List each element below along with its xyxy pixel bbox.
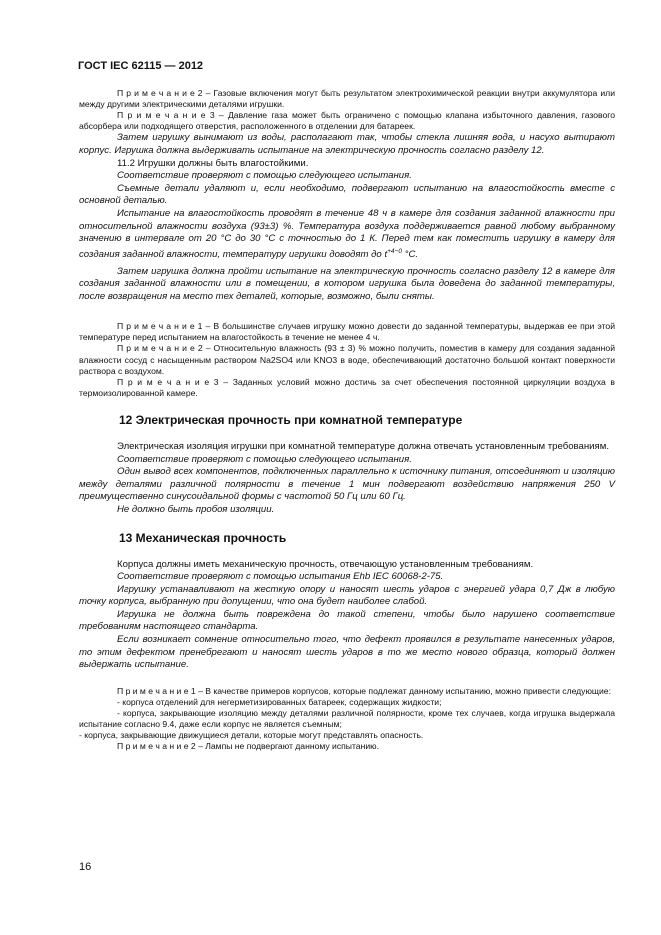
body-paragraph: Не должно быть пробоя изоляции. — [117, 503, 275, 515]
body-paragraph: Затем игрушка должна пройти испытание на электрическую прочность согласно разделу 12 в камере для создания заданной влажности или в помещении, в котором игрушка была доведена до заданной температуры, после возвращения на место тех деталей, которые, возможно, были сняты. — [79, 265, 615, 302]
body-paragraph: Один вывод всех компонентов, подключенных параллельно к источнику питания, отсоединяют и изоляцию между деталями различной полярности в течение 1 мин подвергают воздействию напряжения 250 V преимущественно синусоидальной формы с частотой 50 Гц или 60 Гц. — [79, 466, 615, 503]
section-heading: 12 Электрическая прочность при комнатной температуре — [119, 412, 463, 427]
temperature-sub: −0 — [394, 247, 402, 255]
note-paragraph: П р и м е ч а н и е 3 – Давление газа может быть ограничено с помощью клапана избыточного давления, газового абсорбера или подходящего отверстия, расположенного в отделении для батареек. — [79, 110, 615, 132]
body-paragraph: Соответствие проверяют с помощью следующего испытания. — [117, 453, 412, 465]
document-header: ГОСТ IEC 62115 — 2012 — [78, 60, 204, 72]
note-paragraph: П р и м е ч а н и е 1 – В качестве примеров корпусов, которые подлежат данному испытанию, можно привести следующие: — [117, 685, 611, 696]
section-heading: 13 Механическая прочность — [119, 530, 287, 545]
list-item: - корпуса, закрывающие движущиеся детали, которые могут представлять опасность. — [79, 730, 424, 741]
body-paragraph: Затем игрушку вынимают из воды, располагают так, чтобы стекла лишняя вода, и насухо вытирают корпус. Игрушка должна выдерживать испытание на электрическую прочность согласно разделу 12. — [79, 132, 615, 156]
temperature-unit: °С. — [404, 248, 419, 260]
body-paragraph: 11.2 Игрушки должны быть влагостойкими. — [117, 157, 309, 169]
body-paragraph: Корпуса должны иметь механическую прочность, отвечающую установленным требованиям. — [117, 558, 534, 570]
note-paragraph: П р и м е ч а н и е 3 – Заданных условий можно достичь за счет обеспечения постоянной циркуляции воздуха в термоизолированной камере. — [79, 376, 615, 398]
temperature-sup: +4 — [387, 247, 395, 255]
body-paragraph: Игрушку устанавливают на жесткую опору и наносят шесть ударов с энергией удара 0,7 Дж в любую точку корпуса, выбранную при допущении, что она будет наиболее слабой. — [79, 583, 615, 608]
body-paragraph: Игрушка не должна быть повреждена до такой степени, чтобы было нарушено соответствие требованиям настоящего стандарта. — [79, 608, 615, 633]
body-paragraph: Соответствие проверяют с помощью испытания Ehb IEC 60068-2-75. — [117, 571, 444, 583]
page-body — [79, 88, 615, 752]
note-paragraph: П р и м е ч а н и е 2 – Лампы не подвергают данному испытанию. — [117, 741, 379, 752]
body-paragraph: Если возникает сомнение относительно того, что дефект проявился в результате нанесенных ударов, то этим дефектом пренебрегают и наносят шесть ударов в то же место нового образца, который должен выдержать испытание. — [79, 634, 615, 671]
body-paragraph: Соответствие проверяют с помощью следующего испытания. — [117, 170, 412, 182]
temperature-symbol: t — [384, 248, 388, 260]
body-paragraph: Электрическая изоляция игрушки при комнатной температуре должна отвечать установленным требованиям. — [117, 440, 609, 452]
body-paragraph — [79, 208, 615, 262]
body-text: Испытание на влагостойкость проводят в течение 48 ч в камере для создания заданной влажности при относительной влажности воздуха (93±3) %. Температура воздуха поддерживается равной любому выбранному значению в интервале от 20 °С до 30 °С с точностью до 1 К. Перед тем как поместить игрушку в камеру для создания заданной влажности, температуру игрушки доводят до — [79, 207, 615, 260]
page-number: 16 — [79, 861, 92, 873]
note-paragraph: П р и м е ч а н и е 2 – Относительную влажность (93 ± 3) % можно получить, поместив в камеру для создания заданной влажности сосуд с насыщенным раствором Na2SO4 или KNO3 в воде, обеспечивающий достаточно большой контакт поверхности раствора с воздухом. — [79, 343, 615, 376]
note-paragraph: П р и м е ч а н и е 2 – Газовые включения могут быть результатом электрохимической реакции внутри аккумулятора или между другими электрическими деталями игрушки. — [79, 88, 615, 110]
list-item: - корпуса, закрывающие изоляцию между деталями различной полярности, кроме тех случаев, когда игрушка выдержала испытание согласно 9.4, даже если корпус не является съемным; — [79, 708, 615, 730]
body-paragraph: Съемные детали удаляют и, если необходимо, подвергают испытанию на влагостойкость вместе с основной деталью. — [79, 182, 615, 207]
list-item: - корпуса отделений для негерметизированных батареек, содержащих жидкости; — [117, 696, 442, 707]
note-paragraph: П р и м е ч а н и е 1 – В большинстве случаев игрушку можно довести до заданной температуры, выдержав ее при этой температуре перед испытанием на влагостойкость в течение не менее 4 ч. — [79, 321, 615, 343]
